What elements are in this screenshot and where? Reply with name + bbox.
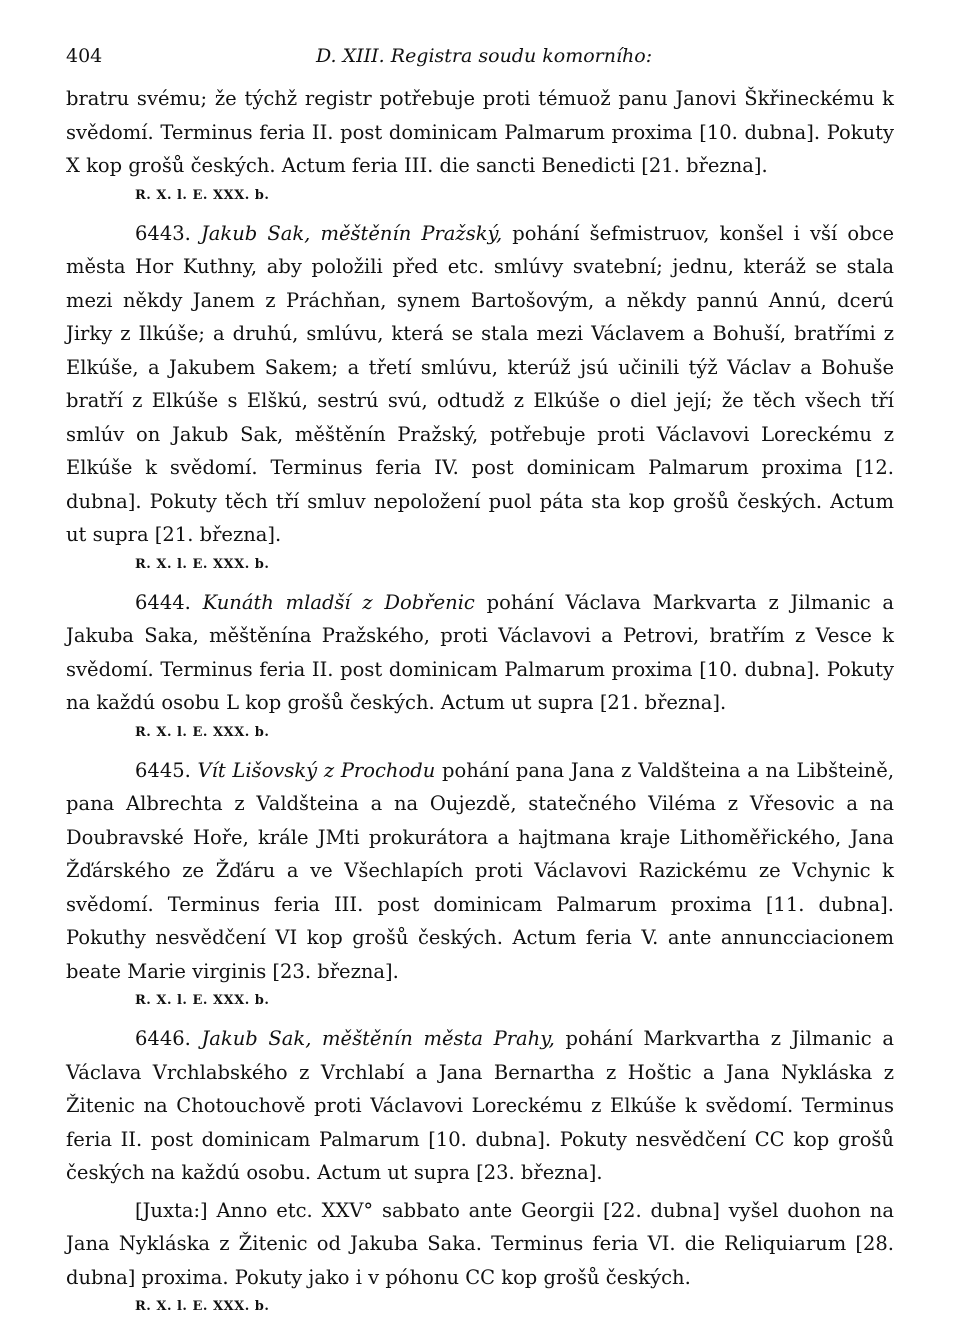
entry-party: Jakub Sak, měštěnín města Prahy, — [201, 1027, 554, 1050]
entry-number: 6444. — [135, 591, 191, 614]
page-header — [66, 40, 894, 74]
entry-number: 6445. — [135, 759, 191, 782]
entry-signature: R. X. l. E. XXX. b. — [66, 988, 894, 1014]
entry-number: 6446. — [135, 1027, 191, 1050]
entry-party: Kunáth mladší z Dobřenic — [203, 591, 475, 614]
entry-signature: R. X. l. E. XXX. b. — [66, 720, 894, 746]
juxta-note — [66, 1194, 894, 1320]
entry-text: pohání pana Jana z Valdšteina a na Libšteině, pana Albrechta z Valdšteina a na Oujezdě, statečného Viléma z Vřesovic a na Doubravské Hoře, krále JMti prokurátora a hajtmana kraje Lithoměřického, Jana Žďárského ze Žďáru a ve Všechlapích proti Václavovi Razickému ze Vchynic k svědomí. Terminus feria III. post dominicam Palmarum proxima [11. dubna]. Pokuthy nesvědčení VI kop grošů českých. Actum feria V. ante annuncciacionem beate Marie virginis [23. března]. — [66, 759, 894, 983]
entry-signature: R. X. l. E. XXX. b. — [66, 552, 894, 578]
intro-paragraph: bratru svému; že týchž registr potřebuje proti témuož panu Janovi Škřineckému k svědomí. Terminus feria II. post dominicam Palmarum proxima [10. dubna]. Pokuty X kop grošů českých. Actum feria III. die sancti Benedicti [21. března]. — [66, 82, 894, 183]
entry-party: Vít Lišovský z Prochodu — [198, 759, 436, 782]
juxta-signature: R. X. l. E. XXX. b. — [66, 1294, 894, 1320]
page-number: 404 — [66, 40, 102, 74]
entry-text: pohání šefmistruov, konšel i vší obce města Hor Kuthny, aby položili před etc. smlúvy svatební; jednu, kteráž se stala mezi někdy Janem z Práchňan, synem Bartošovým, a někdy pannú Annú, dcerú Jirky z Ilkúše; a druhú, smlúvu, která se stala mezi Václavem a Bohuší, bratřími z Elkúše, a Jakubem Sakem; a třetí smlúvu, kterúž jsú učinili týž Václav a Bohuše bratří z Elkúše s Elškú, sestrú svú, odtudž z Elkúše o diel její; že těch všech tří smlúv on Jakub Sak, měštěnín Pražský, potřebuje proti Václavovi Loreckému z Elkúše k svědomí. Terminus feria IV. post dominicam Palmarum proxima [12. dubna]. Pokuty těch tří smluv nepoložení puol páta sta kop grošů českých. Actum ut supra [21. března]. — [66, 222, 894, 547]
entry-6445 — [66, 754, 894, 1015]
entry-party: Jakub Sak, měštěnín Pražský, — [201, 222, 502, 245]
entry-6444 — [66, 586, 894, 746]
juxta-paragraph: [Juxta:] Anno etc. XXV° sabbato ante Georgii [22. dubna] vyšel duohon na Jana Nykláska z Žitenic od Jakuba Saka. Terminus feria VI. die Reliquiarum [28. dubna] proxima. Pokuty jako i v póhonu CC kop grošů českých. — [66, 1194, 894, 1295]
entry-6446 — [66, 1022, 894, 1190]
entry-text: pohání Markvartha z Jilmanic a Václava Vrchlabského z Vrchlabí a Jana Bernartha z Hoštic a Jana Nykláska z Žitenic na Chotouchově proti Václavovi Loreckému z Elkúše k svědomí. Terminus feria II. post dominicam Palmarum [10. dubna]. Pokuty nesvědčení CC kop grošů českých na každú osobu. Actum ut supra [23. března]. — [66, 1027, 894, 1184]
entry-number: 6443. — [135, 222, 191, 245]
running-head: D. XIII. Registra soudu komorního: — [316, 40, 652, 74]
intro-signature: R. X. l. E. XXX. b. — [66, 183, 894, 209]
entry-6443 — [66, 217, 894, 578]
entry-text: pohání Václava Markvarta z Jilmanic a Jakuba Saka, měštěnína Pražského, proti Václavovi a Petrovi, bratřím z Vesce k svědomí. Terminus feria II. post dominicam Palmarum proxima [10. dubna]. Pokuty na každú osobu L kop grošů českých. Actum ut supra [21. března]. — [66, 591, 894, 715]
